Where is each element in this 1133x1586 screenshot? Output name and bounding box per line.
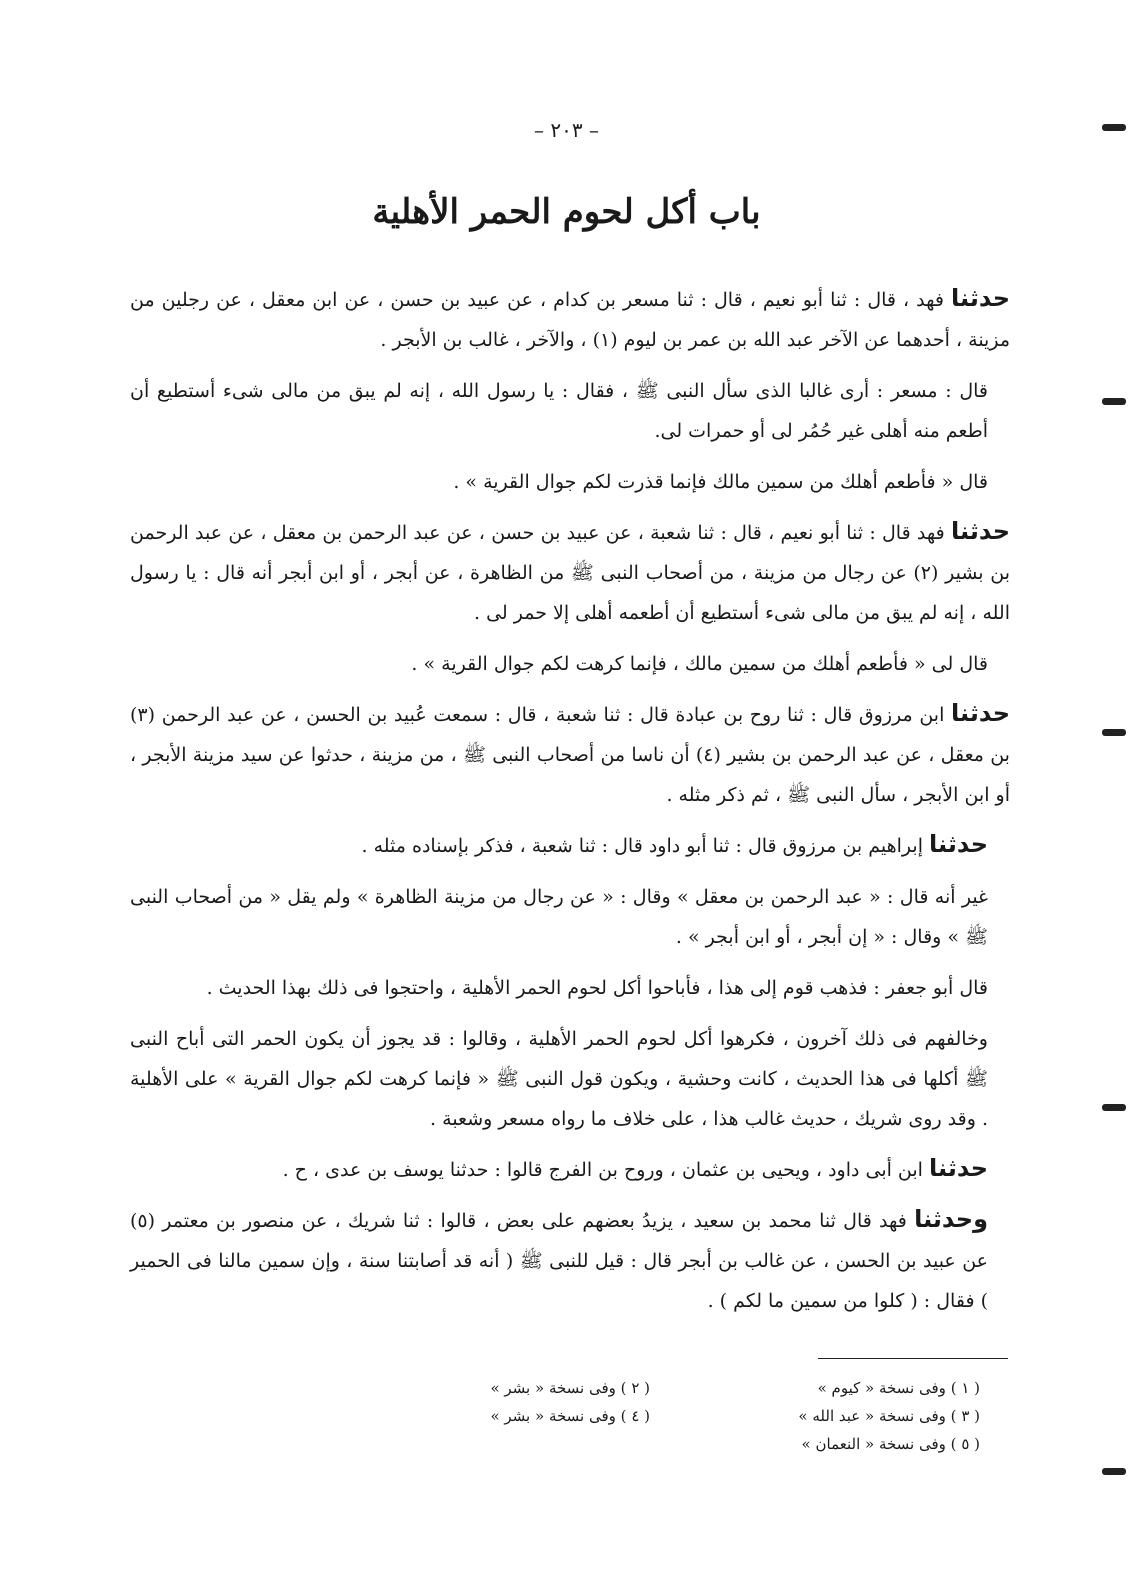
footnote: ( ٣ ) وفى نسخة « عبد الله » (798, 1407, 980, 1425)
paragraph (130, 369, 1010, 451)
footnote: ( ١ ) وفى نسخة « كيوم » (817, 1379, 980, 1397)
paragraph-text: فهد قال ثنا محمد بن سعيد ، يزيدُ بعضهم على بعض ، قالوا : ثنا شريك ، عن منصور بن معتمر (٥) عن عبيد بن الحسن ، عن غالب بن أبجر قال : قيل للنبى ﷺ ( أنه قد أصابتنا سنة ، وإن سمين مالنا فى الحمير ) فقال : ( كلوا من سمين ما لكم ) . (130, 1210, 988, 1312)
narration-lead: حدثنا (951, 284, 1010, 312)
footnote-divider (818, 1358, 1008, 1359)
paragraph-text: قال لى « فأطعم أهلك من سمين مالك ، فإنما كرهت لكم جوال القرية » . (411, 653, 988, 675)
page-number: – ٢٠٣ – (534, 118, 599, 142)
paragraph (130, 875, 1010, 957)
binding-mark (1102, 1468, 1126, 1475)
narration-lead: حدثنا (929, 1154, 988, 1182)
narration-lead: وحدثنا (914, 1205, 988, 1233)
paragraph (130, 460, 1010, 502)
paragraph (130, 511, 1010, 633)
paragraph-text: فهد قال : ثنا أبو نعيم ، قال : ثنا شعبة ، عن عبيد بن حسن ، عن عبد الرحمن بن معقل ، عن عبد الرحمن بن بشير (٢) عن رجال من مزينة ، من أصحاب النبى ﷺ من الظاهرة ، عن أبجر ، أو ابن أبجر أنه قال : يا رسول الله ، إنه لم يبق من مالى شىء أستطيع أن أطعمه أهلى إلا حمر لى . (130, 522, 1010, 624)
footnote: ( ٢ ) وفى نسخة « بشر » (490, 1379, 650, 1397)
paragraph (130, 1199, 1010, 1321)
paragraph-text: قال : مسعر : أرى غالبا الذى سأل النبى ﷺ ، فقال : يا رسول الله ، إنه لم يبق من مالى شىء أستطيع أن أطعم منه أهلى غير حُمُر لى أو حمرات لى. (130, 380, 988, 442)
paragraph (130, 642, 1010, 684)
narration-lead: حدثنا (951, 517, 1010, 545)
narration-lead: حدثنا (951, 699, 1010, 727)
narration-lead: حدثنا (929, 830, 988, 858)
paragraph-text: ابن مرزوق قال : ثنا روح بن عبادة قال : ثنا شعبة ، قال : سمعت عُبيد بن الحسن ، عن عبد الرحمن (٣) بن معقل ، عن عبد الرحمن بن بشير (٤) أن ناسا من أصحاب النبى ﷺ ، من مزينة ، حدثوا عن سيد مزينة الأبجر ، أو ابن الأبجر ، سأل النبى ﷺ ، ثم ذكر مثله . (130, 704, 1010, 806)
paragraph-text: فهد ، قال : ثنا أبو نعيم ، قال : ثنا مسعر بن كدام ، عن عبيد بن حسن ، عن ابن معقل ، عن رجلين من مزينة ، أحدهما عن الآخر عبد الله بن عمر بن ليوم (١) ، والآخر ، غالب بن الأبجر . (130, 289, 1010, 351)
chapter-title: باب أكل لحوم الحمر الأهلية (372, 192, 761, 232)
paragraph (130, 966, 1010, 1008)
paragraph-text: إبراهيم بن مرزوق قال : ثنا أبو داود قال : ثنا شعبة ، فذكر بإسناده مثله . (361, 835, 930, 857)
footnote: ( ٤ ) وفى نسخة « بشر » (490, 1407, 650, 1425)
paragraph-text: وخالفهم فى ذلك آخرون ، فكرهوا أكل لحوم الحمر الأهلية ، وقالوا : قد يجوز أن يكون الحمر التى أباح النبى ﷺ أكلها فى هذا الحديث ، كانت وحشية ، ويكون قول النبى ﷺ « فإنما كرهت لكم جوال القرية » على الأهلية . وقد روى شريك ، حديث غالب هذا ، على خلاف ما رواه مسعر وشعبة . (130, 1028, 988, 1130)
paragraph-text: قال « فأطعم أهلك من سمين مالك فإنما قذرت لكم جوال القرية » . (453, 471, 988, 493)
paragraph (130, 824, 1010, 866)
paragraph-text: قال أبو جعفر : فذهب قوم إلى هذا ، فأباحوا أكل لحوم الحمر الأهلية ، واحتجوا فى ذلك بهذا الحديث . (206, 977, 988, 999)
paragraph (130, 1017, 1010, 1139)
paragraph-text: غير أنه قال : « عبد الرحمن بن معقل » وقال : « عن رجال من مزينة الظاهرة » ولم يقل « من أصحاب النبى ﷺ » وقال : « إن أبجر ، أو ابن أبجر » . (130, 886, 988, 948)
paragraph (130, 1148, 1010, 1190)
footnotes (380, 1374, 980, 1458)
body-text (130, 278, 1010, 1330)
paragraph-text: ابن أبى داود ، ويحيى بن عثمان ، وروح بن الفرج قالوا : حدثنا يوسف بن عدى ، ح . (282, 1159, 930, 1181)
footnote: ( ٥ ) وفى نسخة « النعمان » (801, 1435, 980, 1453)
paragraph (130, 693, 1010, 815)
binding-mark (1102, 729, 1126, 736)
binding-mark (1102, 124, 1126, 131)
binding-mark (1102, 398, 1126, 405)
paragraph (130, 278, 1010, 360)
binding-mark (1102, 1104, 1126, 1111)
